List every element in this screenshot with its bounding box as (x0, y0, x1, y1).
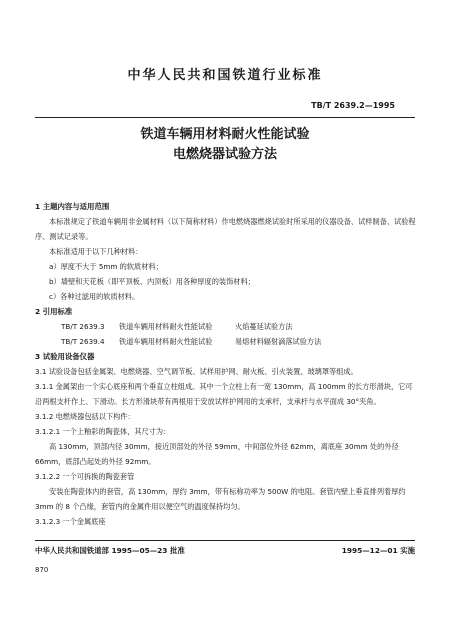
reference-item (35, 319, 418, 334)
clause-3-1-2-2: 3.1.2.2 一个可拆换的陶瓷套管 (35, 472, 135, 481)
reference-code: TB/T 2639.4 (61, 337, 105, 346)
reference-method: 易熔材料辐射滴落试验方法 (235, 337, 322, 346)
reference-code: TB/T 2639.3 (61, 322, 105, 331)
reference-method: 火焰蔓延试验方法 (235, 322, 293, 331)
section-1-paragraph: 本标准适用于以下几种材料： (49, 247, 143, 256)
standard-type-header: 中华人民共和国铁道行业标准 (127, 68, 323, 83)
document-body (35, 199, 418, 529)
document-title: 铁道车辆用材料耐火性能试验 (140, 127, 310, 142)
clause-3-1-2: 3.1.2 电燃烧器包括以下构件： (35, 412, 135, 421)
reference-item (35, 334, 418, 349)
clause-3-1-2-3: 3.1.2.3 一个金属底座 (35, 517, 106, 526)
standard-code: TB/T 2639.2—1995 (311, 101, 395, 110)
reference-title: 铁道车辆用材料耐火性能试验 (119, 322, 213, 331)
clause-3-1-1: 3.1.1 金属架由一个实心底座和两个垂直立柱组成。其中一个立柱上有一宽 130mm，高 100mm 的长方形滑块，它可沿两根支杆作上、下滑动。长方形滑块带有两根用于安放试样护网用的支承杆，支承杆与水平面成 30°夹角。 (35, 382, 413, 406)
section-1-paragraph: 本标准规定了铁道车辆用非金属材料（以下简称材料）作电燃烧器燃烧试验时所采用的仪器设备、试样制备、试验程序、测试记录等。 (35, 217, 416, 241)
section-3-heading: 3 试验用设备仪器 (35, 352, 95, 361)
document-subtitle: 电燃烧器试验方法 (172, 147, 277, 162)
header-divider (35, 117, 415, 118)
footer-divider (35, 540, 415, 541)
clause-3-1: 3.1 试验设备包括金属架、电燃烧器、空气调节板、试样用护网、耐火板、引火装置、玻璃罩等组成。 (35, 367, 358, 376)
effective-date: 1995—12—01 实施 (341, 546, 415, 555)
reference-title: 铁道车辆用材料耐火性能试验 (119, 337, 213, 346)
section-1-heading: 1 主题内容与适用范围 (35, 202, 110, 211)
approval-date: 中华人民共和国铁道部 1995—05—23 批准 (35, 546, 185, 555)
section-1-list-item: a）厚度不大于 5mm 的软质材料； (49, 262, 163, 271)
clause-3-1-2-2-text: 安装在陶瓷体内的套管，高 130mm，厚约 3mm，带有标称功率为 500W 的电阻。套管内壁上垂直排列着厚约 3mm 的 8 个凸缘，套管内的金属件用以便空气的温度保持均匀。 (35, 487, 406, 511)
clause-3-1-2-1-text: 高 130mm，顶部内径 30mm，接近顶部处的外径 59mm，中间部位外径 62mm，离底座 30mm 处的外径 66mm，底部凸起处的外径 92mm。 (35, 442, 399, 466)
section-1-list-item: c）各种过滤用的软质材料。 (49, 292, 140, 301)
section-1-list-item: b）墙壁和天花板（即平顶板、内顶板）用各种厚度的装饰材料； (49, 277, 255, 286)
page-number: 870 (35, 566, 49, 574)
clause-3-1-2-1: 3.1.2.1 一个上釉彩的陶瓷体，其尺寸为： (35, 427, 171, 436)
section-2-heading: 2 引用标准 (35, 307, 73, 316)
